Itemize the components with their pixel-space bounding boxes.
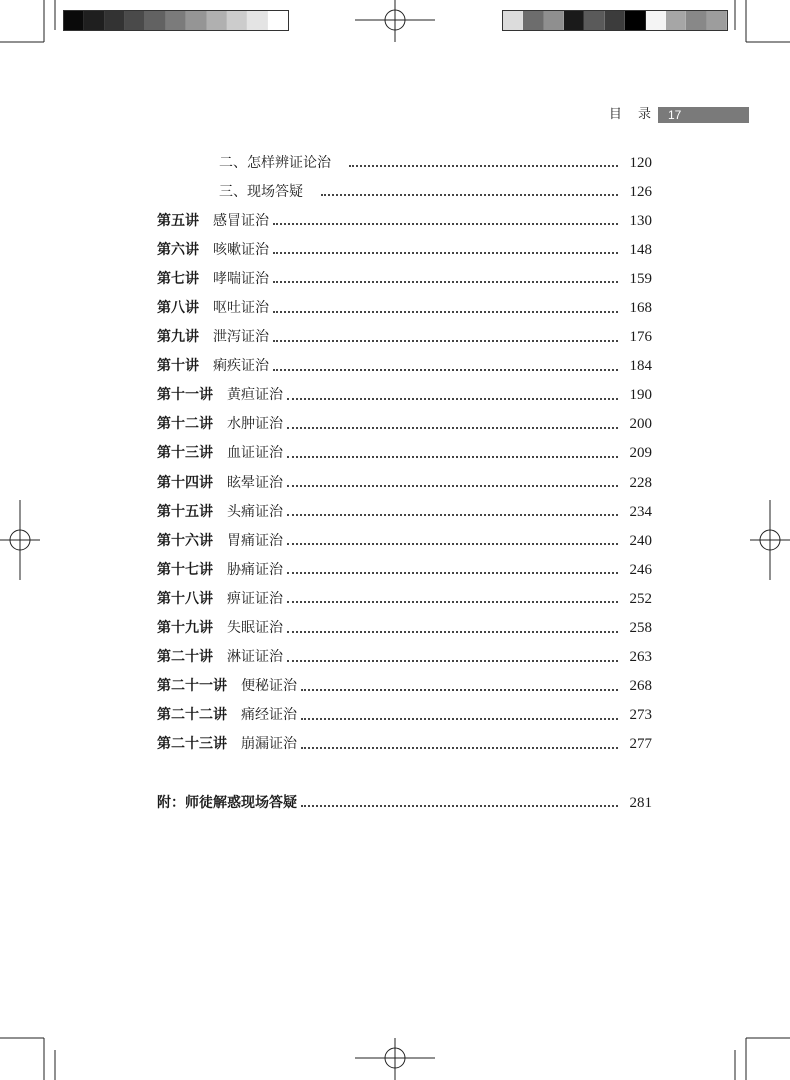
toc-entry[interactable] (157, 439, 652, 468)
toc-entry-number: 第二十三讲 (157, 736, 227, 753)
toc-entry-title: 血证证治 (227, 445, 283, 462)
toc-entry-title: 淋证证治 (227, 649, 283, 666)
toc-entry[interactable] (157, 555, 652, 584)
toc-leader-dots (301, 746, 618, 749)
toc-entry-number: 第十五讲 (157, 503, 213, 520)
toc-entry-title: 失眠证治 (227, 620, 283, 637)
toc-entry-title: 水肿证治 (227, 416, 283, 433)
toc-entry-title: 痢疾证治 (213, 358, 269, 375)
toc-entry[interactable] (157, 410, 652, 439)
toc-entry-number: 第二十二讲 (157, 707, 227, 724)
toc-entry-page: 148 (629, 241, 652, 258)
toc-entry-page: 200 (629, 416, 652, 433)
toc-appendix-page: 281 (629, 794, 652, 811)
toc-entry-number: 第十四讲 (157, 474, 213, 491)
toc-entry[interactable] (157, 148, 652, 177)
header-section-label: 目 录 (608, 107, 657, 122)
toc-leader-dots (273, 339, 618, 342)
toc-entry[interactable] (157, 177, 652, 206)
toc-entry-title: 三、现场答疑 (219, 183, 303, 200)
toc-leader-dots (287, 571, 618, 574)
toc-appendix-title: 附：师徒解惑现场答疑 (157, 794, 297, 811)
toc-entry-title: 崩漏证治 (241, 736, 297, 753)
toc-leader-dots (287, 542, 618, 545)
toc-entry-title: 感冒证治 (213, 212, 269, 229)
toc-leader-dots (287, 484, 618, 487)
toc-entry-number: 第七讲 (157, 270, 199, 287)
toc-entry-page: 120 (629, 154, 652, 171)
toc-entry-page: 263 (629, 649, 652, 666)
toc-entry-number: 第十七讲 (157, 561, 213, 578)
toc-entry[interactable] (157, 672, 652, 701)
toc-leader-dots (273, 310, 618, 313)
toc-leader-dots (287, 513, 618, 516)
toc-entry[interactable] (157, 293, 652, 322)
toc-entry[interactable] (157, 235, 652, 264)
toc-entry-title: 咳嗽证治 (213, 241, 269, 258)
toc-entry-number: 第六讲 (157, 241, 199, 258)
toc-leader-dots (301, 717, 618, 720)
toc-entry-page: 258 (629, 620, 652, 637)
toc-leader-dots (287, 630, 618, 633)
toc-entry-number: 第十八讲 (157, 590, 213, 607)
toc-entry-page: 126 (629, 183, 652, 200)
toc-entry-title: 黄疸证治 (227, 387, 283, 404)
toc-entry-page: 277 (629, 736, 652, 753)
toc-entry-number: 第九讲 (157, 329, 199, 346)
toc-entry[interactable] (157, 381, 652, 410)
toc-leader-dots (301, 804, 618, 807)
toc-entry[interactable] (157, 584, 652, 613)
toc-leader-dots (287, 426, 618, 429)
toc-entry-title: 哮喘证治 (213, 270, 269, 287)
toc-entry-title: 眩晕证治 (227, 474, 283, 491)
toc-leader-dots (287, 659, 618, 662)
header-page-number: 17 (658, 107, 749, 123)
toc-entry-title: 泄泻证治 (213, 329, 269, 346)
toc-entry-title: 呕吐证治 (213, 300, 269, 317)
toc-entry-number: 第十二讲 (157, 416, 213, 433)
toc-leader-dots (349, 164, 618, 167)
toc-entry[interactable] (157, 730, 652, 759)
toc-entry-page: 268 (629, 678, 652, 695)
toc-leader-dots (301, 688, 618, 691)
toc-entry[interactable] (157, 643, 652, 672)
toc-entry-page: 273 (629, 707, 652, 724)
toc-entry-number: 第二十一讲 (157, 678, 227, 695)
toc-entry-title: 痹证证治 (227, 590, 283, 607)
toc-entry-page: 190 (629, 387, 652, 404)
toc-entry-title: 痛经证治 (241, 707, 297, 724)
toc-entry-page: 209 (629, 445, 652, 462)
toc-entry-page: 168 (629, 300, 652, 317)
toc-entry[interactable] (157, 206, 652, 235)
toc-entry-page: 228 (629, 474, 652, 491)
toc-leader-dots (287, 397, 618, 400)
toc-entry[interactable] (157, 352, 652, 381)
toc-entry-title: 胃痛证治 (227, 532, 283, 549)
toc-entry-page: 234 (629, 503, 652, 520)
toc-leader-dots (321, 193, 618, 196)
toc-entry[interactable] (157, 468, 652, 497)
toc-entry-number: 第十三讲 (157, 445, 213, 462)
toc-entry-number: 第五讲 (157, 212, 199, 229)
toc-entry-page: 240 (629, 532, 652, 549)
toc-leader-dots (273, 368, 618, 371)
toc-entry[interactable] (157, 264, 652, 293)
toc-entry-title: 二、怎样辨证论治 (219, 154, 331, 171)
toc-leader-dots (273, 280, 618, 283)
toc-entry-title: 胁痛证治 (227, 561, 283, 578)
toc-leader-dots (287, 455, 618, 458)
toc-entry-page: 176 (629, 329, 652, 346)
toc-entry-page: 252 (629, 590, 652, 607)
toc-leader-dots (273, 222, 618, 225)
toc-entry-title: 头痛证治 (227, 503, 283, 520)
toc-entry[interactable] (157, 614, 652, 643)
toc-entry-number: 第二十讲 (157, 649, 213, 666)
toc-entry[interactable] (157, 497, 652, 526)
toc-entry[interactable] (157, 526, 652, 555)
toc-entry-number: 第十九讲 (157, 620, 213, 637)
toc-entry-number: 第十六讲 (157, 532, 213, 549)
table-of-contents (157, 148, 652, 759)
toc-entry-page: 246 (629, 561, 652, 578)
toc-leader-dots (273, 251, 618, 254)
toc-entry[interactable] (157, 701, 652, 730)
toc-entry-page: 159 (629, 270, 652, 287)
toc-entry-number: 第八讲 (157, 300, 199, 317)
toc-entry-number: 第十讲 (157, 358, 199, 375)
toc-entry-page: 184 (629, 358, 652, 375)
toc-entry-page: 130 (629, 212, 652, 229)
toc-entry-number: 第十一讲 (157, 387, 213, 404)
toc-appendix[interactable] (157, 788, 652, 817)
toc-entry-title: 便秘证治 (241, 678, 297, 695)
toc-leader-dots (287, 600, 618, 603)
toc-entry[interactable] (157, 323, 652, 352)
